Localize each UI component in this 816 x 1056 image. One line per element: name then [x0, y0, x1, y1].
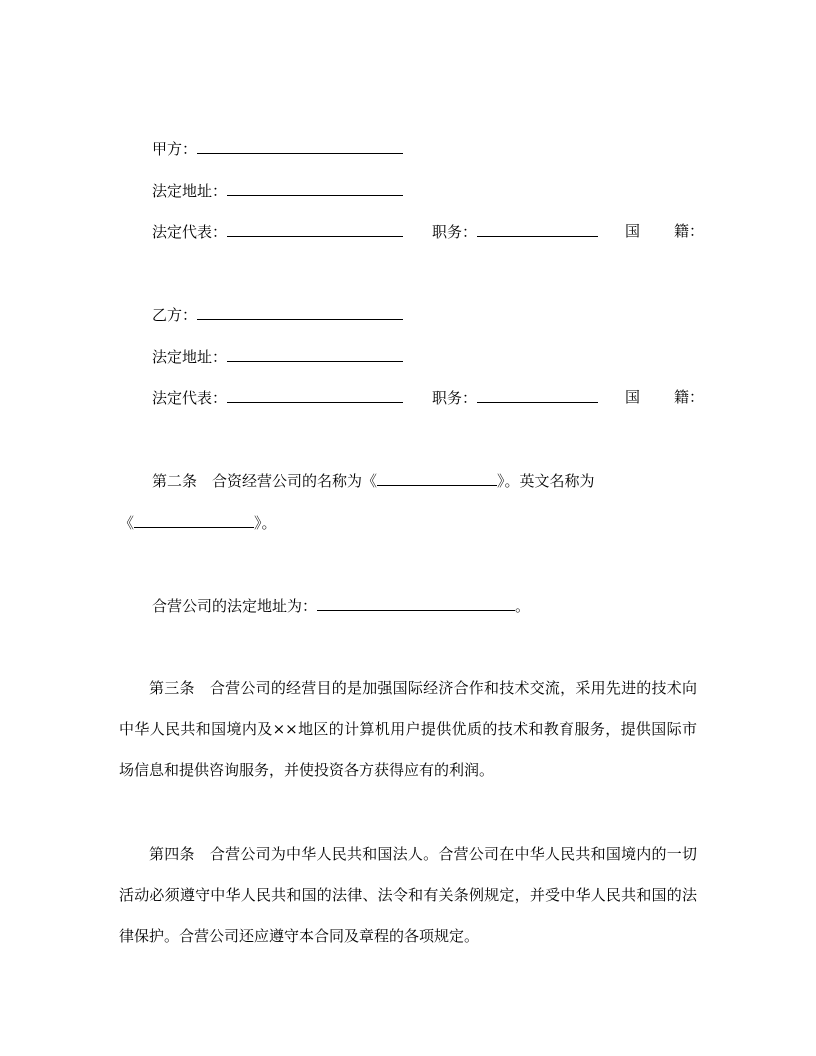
party-a-rep-line: [152, 221, 403, 242]
party-a-label: 甲方：: [152, 140, 198, 158]
article-4-paragraph: 第四条 合营公司为中华人民共和国法人。合营公司在中华人民共和国境内的一切活动必须遵守中华人民共和国的法律、法令和有关条例规定，并受中华人民共和国的法律保护。合营公司还应遵守本合同及章程的各项规定。: [119, 845, 697, 945]
article-2-text-1: 第二条 合资经营公司的名称为《: [152, 472, 378, 490]
legal-address-line: [152, 595, 530, 616]
legal-address-label: 合营公司的法定地址为：: [152, 597, 318, 615]
party-a-address-line: [152, 180, 403, 201]
party-b-rep-label: 法定代表：: [152, 389, 228, 407]
article-2-line-1: [152, 470, 595, 491]
party-b-address-label: 法定地址：: [152, 348, 228, 366]
party-a-address-label: 法定地址：: [152, 182, 228, 200]
english-name-field[interactable]: [134, 512, 254, 528]
party-b-position-line: [432, 387, 598, 408]
party-b-name-field[interactable]: [197, 304, 403, 320]
party-a-name-field[interactable]: [197, 138, 403, 154]
legal-address-suffix: 。: [515, 597, 531, 615]
party-b-address-line: [152, 346, 403, 367]
party-a-address-field[interactable]: [227, 180, 403, 196]
article-2-line-2: [119, 512, 277, 533]
party-a-rep-field[interactable]: [227, 221, 403, 237]
party-a-position-label: 职务：: [432, 223, 478, 241]
party-a-position-line: [432, 221, 598, 242]
party-a-rep-label: 法定代表：: [152, 223, 228, 241]
party-a-nationality-char2: 籍：: [674, 222, 705, 240]
article-2-text-4: 》。: [254, 514, 277, 532]
article-2-text-3: 《: [119, 514, 135, 532]
party-b-nationality-char2: 籍：: [674, 388, 705, 406]
party-a-line: [152, 138, 403, 159]
party-b-line: [152, 304, 403, 325]
party-b-label: 乙方：: [152, 306, 198, 324]
party-b-rep-line: [152, 387, 403, 408]
party-b-rep-field[interactable]: [227, 387, 403, 403]
party-a-nationality-char1: 国: [625, 222, 641, 240]
legal-address-field[interactable]: [317, 595, 515, 611]
party-a-position-field[interactable]: [477, 221, 598, 237]
party-b-nationality-char1: 国: [625, 388, 641, 406]
party-b-position-label: 职务：: [432, 389, 478, 407]
party-b-address-field[interactable]: [227, 346, 403, 362]
article-3-paragraph: 第三条 合营公司的经营目的是加强国际经济合作和技术交流，采用先进的技术向中华人民共和国境内及××地区的计算机用户提供优质的技术和教育服务，提供国际市场信息和提供咨询服务，并使投资各方获得应有的利润。: [119, 679, 697, 779]
article-2-text-2: 》。英文名称为: [497, 472, 595, 490]
company-name-field[interactable]: [377, 470, 497, 486]
party-b-position-field[interactable]: [477, 387, 598, 403]
